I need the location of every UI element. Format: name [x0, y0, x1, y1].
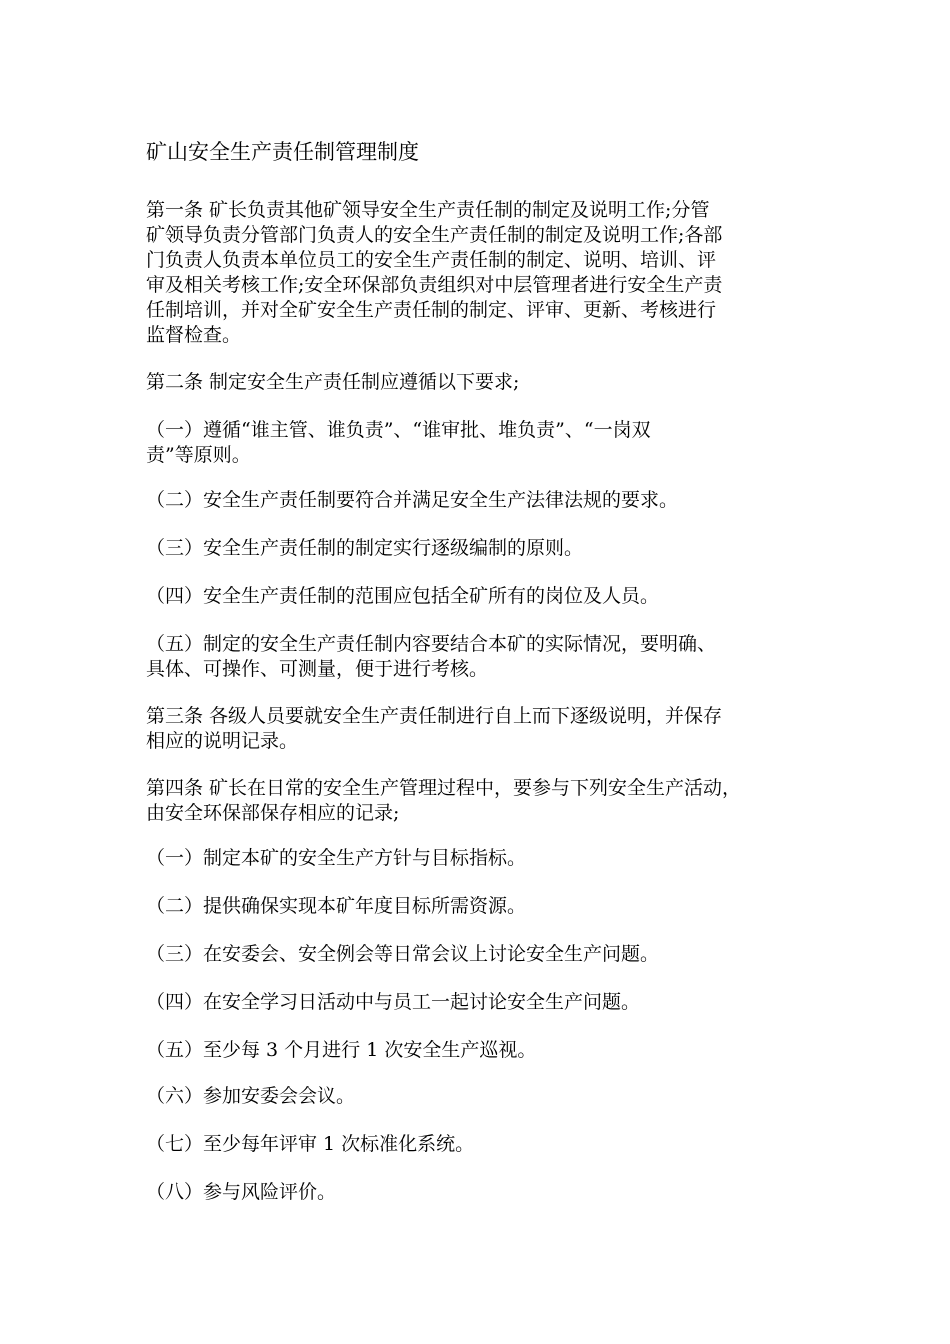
paragraph-line: （四）在安全学习日活动中与员工一起讨论安全生产问题。 [146, 991, 641, 1013]
paragraph-article-1 [146, 198, 816, 348]
paragraph-line: 审及相关考核工作;安全环保部负责组织对中层管理者进行安全生产责 [146, 274, 723, 296]
paragraph-activity-4 [146, 990, 816, 1015]
paragraph-line: 责”等原则。 [146, 444, 251, 466]
paragraph-line: （六）参加安委会会议。 [146, 1085, 356, 1107]
paragraph-line: （五）制定的安全生产责任制内容要结合本矿的实际情况，要明确、 [146, 633, 717, 655]
paragraph-article-2 [146, 370, 816, 395]
paragraph-line: 监督检查。 [146, 324, 242, 346]
paragraph-item-5 [146, 632, 816, 682]
document-title: 矿山安全生产责任制管理制度 [146, 140, 419, 164]
paragraph-line: 由安全环保部保存相应的记录; [146, 802, 400, 824]
paragraph-item-1 [146, 418, 816, 468]
paragraph-line: 第三条 各级人员要就安全生产责任制进行自上而下逐级说明，并保存 [146, 705, 723, 727]
paragraph-line: （二）安全生产责任制要符合并满足安全生产法律法规的要求。 [146, 489, 679, 511]
paragraph-line: （七）至少每年评审 1 次标准化系统。 [146, 1133, 475, 1155]
paragraph-line: （一）制定本矿的安全生产方针与目标指标。 [146, 847, 527, 869]
paragraph-item-3 [146, 536, 816, 561]
paragraph-line: （一）遵循“谁主管、谁负责”、“谁审批、堆负责”、“一岗双 [146, 419, 651, 441]
paragraph-activity-2 [146, 894, 816, 919]
paragraph-item-4 [146, 584, 816, 609]
paragraph-line: 矿领导负责分管部门负责人的安全生产责任制的制定及说明工作;各部 [146, 224, 723, 246]
paragraph-article-3 [146, 704, 816, 754]
paragraph-activity-3 [146, 942, 816, 967]
paragraph-line: 第二条 制定安全生产责任制应遵循以下要求; [146, 371, 520, 393]
paragraph-line: 第一条 矿长负责其他矿领导安全生产责任制的制定及说明工作;分管 [146, 199, 710, 221]
paragraph-activity-6 [146, 1084, 816, 1109]
paragraph-activity-5 [146, 1038, 816, 1063]
paragraph-line: 相应的说明记录。 [146, 730, 299, 752]
paragraph-line: （三）在安委会、安全例会等日常会议上讨论安全生产问题。 [146, 943, 660, 965]
paragraph-line: （二）提供确保实现本矿年度目标所需资源。 [146, 895, 527, 917]
paragraph-article-4 [146, 776, 816, 826]
paragraph-line: （八）参与风险评价。 [146, 1181, 337, 1203]
paragraph-activity-8 [146, 1180, 816, 1205]
paragraph-activity-7 [146, 1132, 816, 1157]
paragraph-line: 任制培训，并对全矿安全生产责任制的制定、评审、更新、考核进行 [146, 299, 717, 321]
paragraph-line: （四）安全生产责任制的范围应包括全矿所有的岗位及人员。 [146, 585, 660, 607]
paragraph-item-2 [146, 488, 816, 513]
paragraph-line: 门负责人负责本单位员工的安全生产责任制的制定、说明、培训、评 [146, 249, 717, 271]
paragraph-line: （五）至少每 3 个月进行 1 次安全生产巡视。 [146, 1039, 537, 1061]
paragraph-line: 第四条 矿长在日常的安全生产管理过程中，要参与下列安全生产活动， [146, 777, 742, 799]
paragraph-activity-1 [146, 846, 816, 871]
paragraph-line: （三）安全生产责任制的制定实行逐级编制的原则。 [146, 537, 584, 559]
paragraph-line: 具体、可操作、可测量，便于进行考核。 [146, 658, 489, 680]
